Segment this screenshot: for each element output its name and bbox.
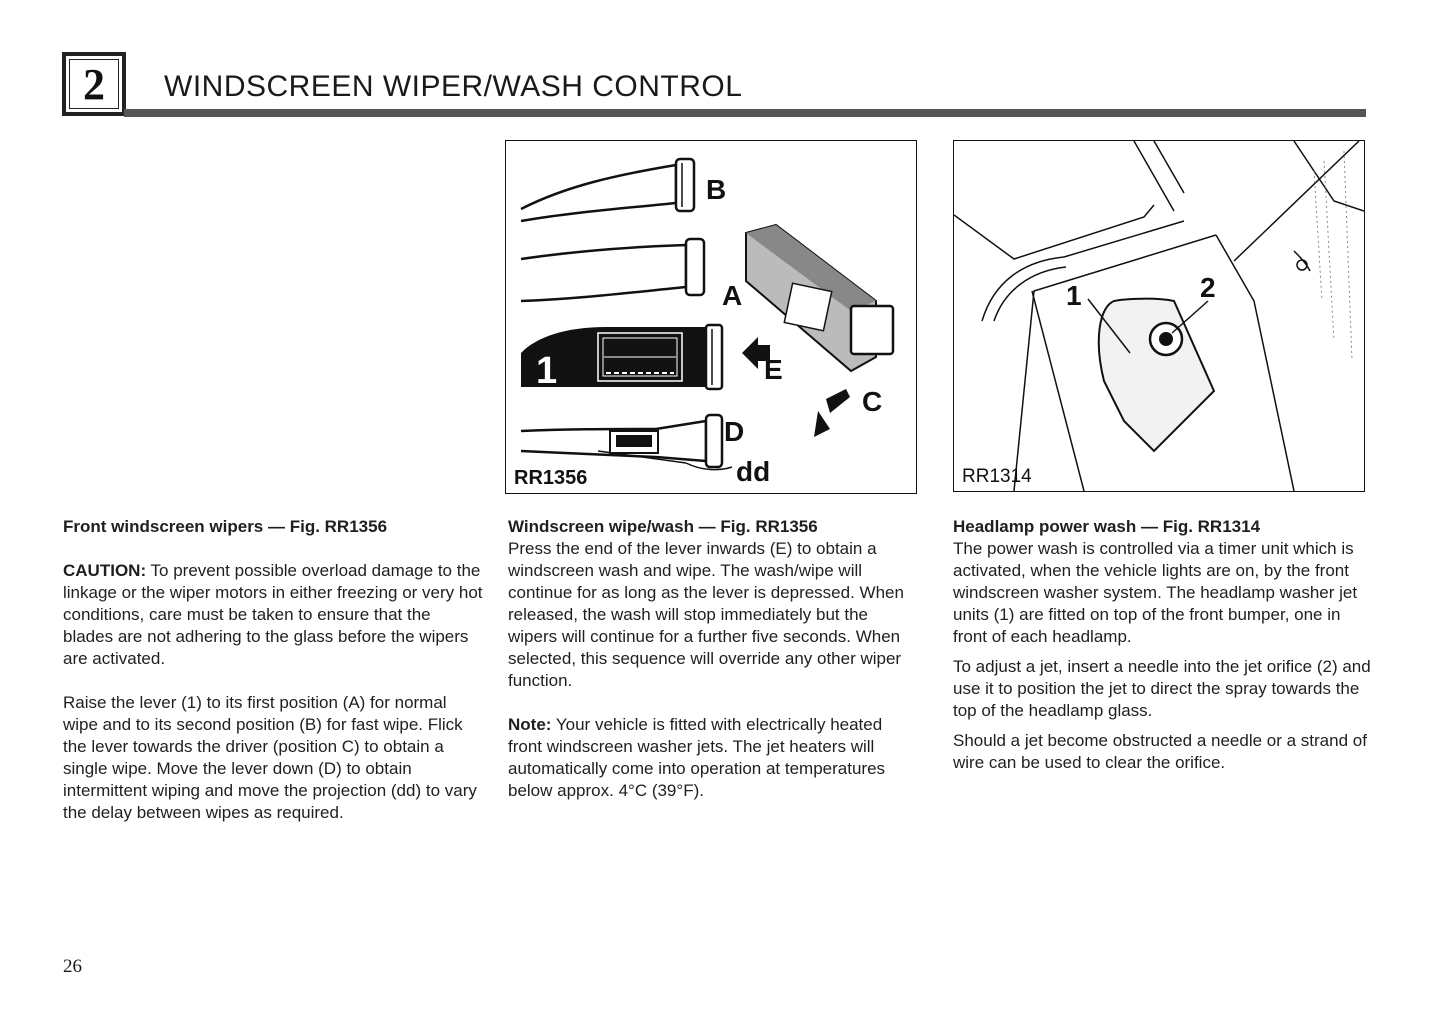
column-wipe-wash <box>508 516 918 802</box>
section-heading: Headlamp power wash — Fig. RR1314 <box>953 517 1261 536</box>
body-paragraph: Should a jet become obstructed a needle or a strand of wire can be used to clear the orifice. <box>953 731 1367 772</box>
section-heading: Front windscreen wipers — Fig. RR1356 <box>63 517 388 536</box>
section-heading: Windscreen wipe/wash — Fig. RR1356 <box>508 517 818 536</box>
body-paragraph: Press the end of the lever inwards (E) to obtain a windscreen wash and wipe. The wash/wipe will continue for as long as the lever is depressed. When released, the wash will stop immediately but the wipers will continue for a further five seconds. When selected, this sequence will override any other wiper function. <box>508 539 904 690</box>
page-title: WINDSCREEN WIPER/WASH CONTROL <box>164 70 743 103</box>
caution-paragraph <box>63 560 483 670</box>
caution-text: To prevent possible overload damage to the linkage or the wiper motors in either freezing or very hot conditions, care must be taken to ensure that the blades are not adhering to the glass before the wipers are activated. <box>63 561 483 668</box>
note-text: Your vehicle is fitted with electrically heated front windscreen washer jets. The jet heaters will automatically come into operation at temperatures below approx. 4°C (39°F). <box>508 715 886 800</box>
figure-code: RR1356 <box>514 467 588 489</box>
body-paragraph: To adjust a jet, insert a needle into the jet orifice (2) and use it to position the jet to direct the spray towards the top of the headlamp glass. <box>953 657 1371 720</box>
label-2: 2 <box>1200 272 1216 303</box>
body-paragraph: Raise the lever (1) to its first position (A) for normal wipe and to its second position (B) for fast wipe. Flick the lever towards the driver (position C) to obtain a single wipe. Move the lever down (D) to obtain intermittent wiping and move the projection (dd) to vary the delay between wipes as required. <box>63 693 477 822</box>
label-e: E <box>764 354 783 385</box>
label-1: 1 <box>1066 280 1082 311</box>
column-headlamp-wash <box>953 516 1373 774</box>
figure-wiper-lever <box>505 140 917 494</box>
note-paragraph <box>508 714 918 802</box>
wiper-lever-illustration <box>506 141 916 493</box>
title-rule <box>124 109 1366 117</box>
page-number: 26 <box>63 956 82 977</box>
label-d: D <box>724 416 745 447</box>
headlamp-jet-illustration <box>954 141 1364 491</box>
label-c: C <box>862 386 883 417</box>
note-label: Note: <box>508 715 552 734</box>
figure-headlamp-jet <box>953 140 1365 492</box>
label-a: A <box>722 280 743 311</box>
section-number-badge: 2 <box>62 52 126 116</box>
caution-label: CAUTION: <box>63 561 147 580</box>
label-dd: dd <box>736 456 771 487</box>
figure-code: RR1314 <box>962 466 1032 487</box>
body-paragraph: The power wash is controlled via a timer unit which is activated, when the vehicle lights are on, by the front windscreen washer system. The headlamp washer jet units (1) are fitted on top of the front bumper, one in front of each headlamp. <box>953 539 1358 646</box>
column-front-wipers <box>63 516 483 824</box>
label-lever-1: 1 <box>536 350 558 392</box>
label-b: B <box>706 174 727 205</box>
